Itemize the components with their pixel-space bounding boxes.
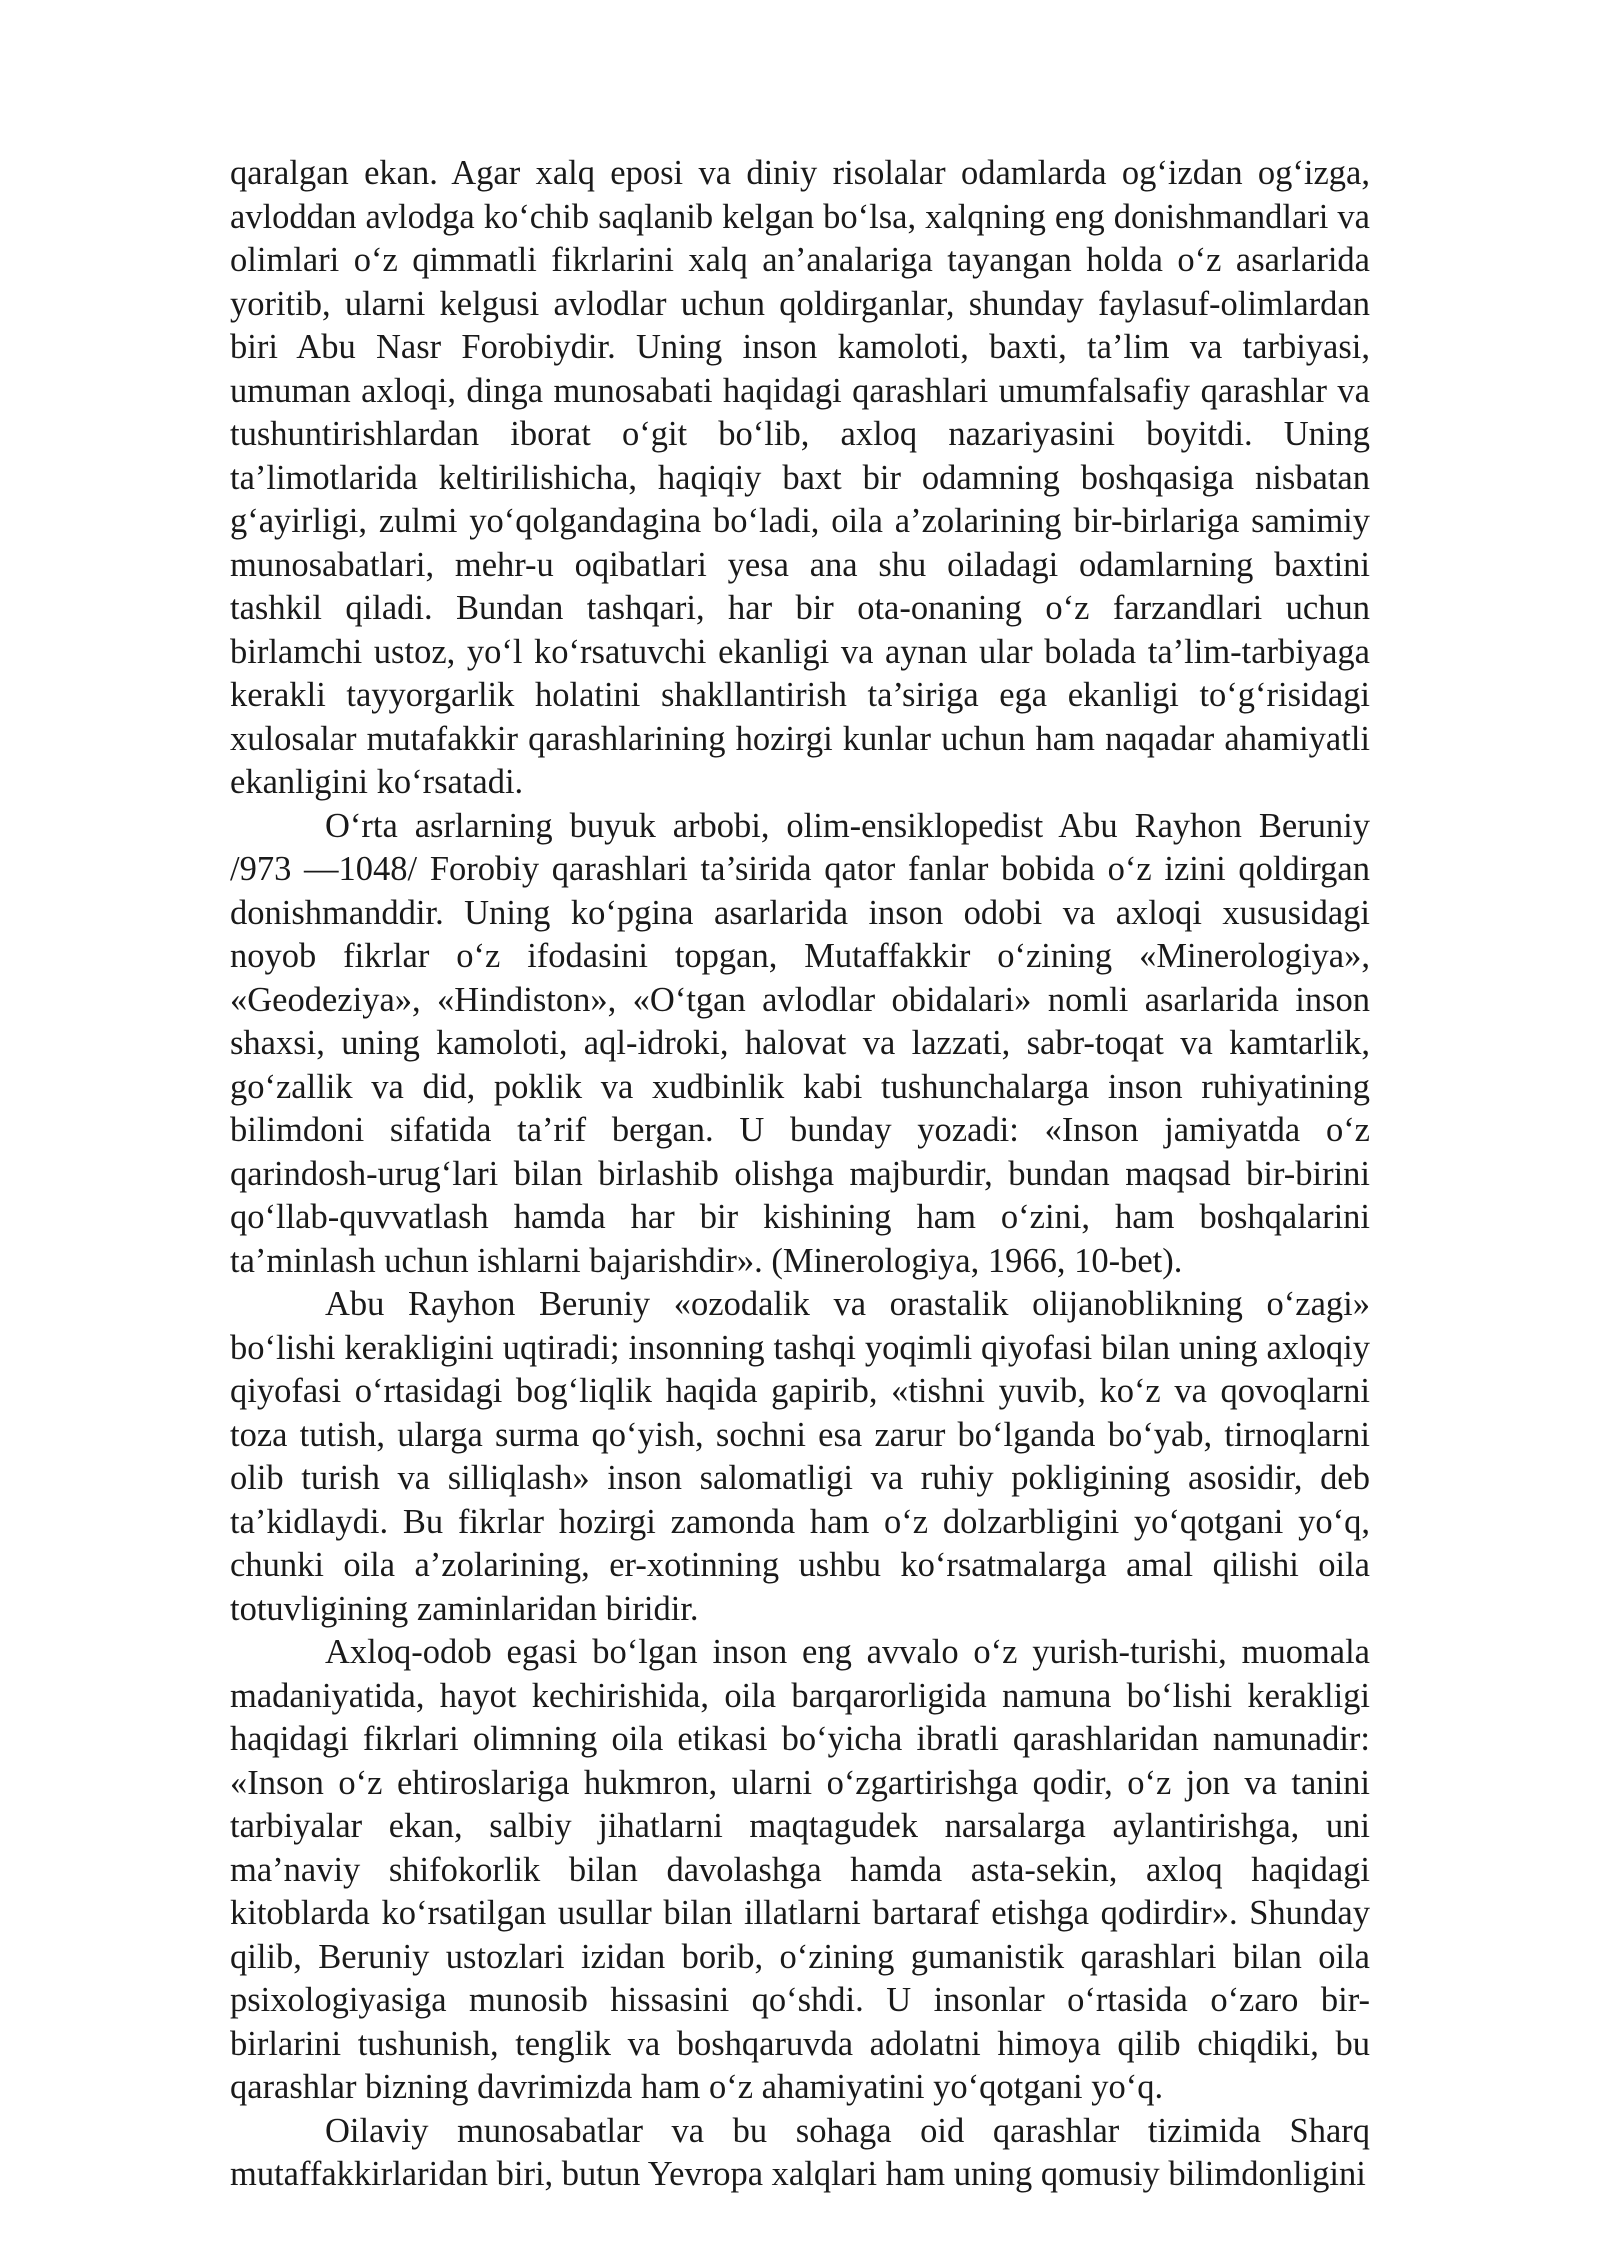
paragraph-beruniy-ethics: Axloq-odob egasi bo‘lgan inson eng avvalo o‘z yurish-turishi, muomala madaniyatida, hayot kechirishida, oila barqarorligida namuna bo‘lishi kerakligi haqidagi fikrlari olimning oila etikasi bo‘yicha ibratli qarashlaridan namunadir: «Inson o‘z ehtiroslariga hukmron, ularni o‘zgartirishga qodir, o‘z jon va tanini tarbiyalar ekan, salbiy jihatlarni maqtagudek narsalarga aylantirishga, uni ma’naviy shifokorlik bilan davolashga hamda asta-sekin, axloq haqidagi kitoblarda ko‘rsatilgan usullar bilan illatlarni bartaraf etishga qodirdir». Shunday qilib, Beruniy ustozlari izidan borib, o‘zining gumanistik qarashlari bilan oila psixologiyasiga munosib hissasini qo‘shdi. U insonlar o‘rtasida o‘zaro bir-birlarini tushunish, tenglik va boshqaruvda adolatni himoya qilib chiqdiki, bu qarashlar bizning davrimizda ham o‘z ahamiyatini yo‘qotgani yo‘q. [230,1633,1370,2106]
paragraph-beruniy-intro: O‘rta asrlarning buyuk arbobi, olim-ensiklopedist Abu Rayhon Beruniy /973 —1048/ Forobiy qarashlari ta’sirida qator fanlar bobida o‘z izini qoldirgan donishmanddir. Uning ko‘pgina asarlarida inson odobi va axloqi xususidagi noyob fikrlar o‘z ifodasini topgan, Mutaffakkir o‘zining «Minerologiya», «Geodeziya», «Hindiston», «O‘tgan avlodlar obidalari» nomli asarlarida inson shaxsi, uning kamoloti, aql-idroki, halovat va lazzati, sabr-toqat va kamtarlik, go‘zallik va did, poklik va xudbinlik kabi tushunchalarga inson ruhiyatining bilimdoni sifatida ta’rif bergan. U bunday yozadi: «Inson jamiyatda o‘z qarindosh-urug‘lari bilan birlashib olishga majburdir, bundan maqsad bir-birini qo‘llab-quvvatlash hamda har bir kishining ham o‘zini, ham boshqalarini ta’minlash uchun ishlarni bajarishdir». (Minerologiya, 1966, 10-bet). [230,806,1370,1280]
paragraph-family-relations: Oilaviy munosabatlar va bu sohaga oid qarashlar tizimida Sharq mutaffakkirlaridan biri, butun Yevropa xalqlari ham uning qomusiy bilimdonligini [230,2111,1370,2193]
paragraph-farobi: qaralgan ekan. Agar xalq eposi va diniy risolalar odamlarda og‘izdan og‘izga, avloddan avlodga ko‘chib saqlanib kelgan bo‘lsa, xalqning eng donishmandlari va olimlari o‘z qimmatli fikrlarini xalq an’analariga tayangan holda o‘z asarlarida yoritib, ularni kelgusi avlodlar uchun qoldirganlar, shunday faylasuf-olimlardan biri Abu Nasr Forobiydir. Uning inson kamoloti, baxti, ta’lim va tarbiyasi, umuman axloqi, dinga munosabati haqidagi qarashlari umumfalsafiy qarashlar va tushuntirishlardan iborat o‘git bo‘lib, axloq nazariyasini boyitdi. Uning ta’limotlarida keltirilishicha, haqiqiy baxt bir odamning boshqasiga nisbatan g‘ayirligi, zulmi yo‘qolgandagina bo‘ladi, oila a’zolarining bir-birlariga samimiy munosabatlari, mehr-u oqibatlari yesa ana shu oiladagi odamlarning baxtini tashkil qiladi. Bundan tashqari, har bir ota-onaning o‘z farzandlari uchun birlamchi ustoz, yo‘l ko‘rsatuvchi ekanligi va aynan ular bolada ta’lim-tarbiyaga kerakli tayyorgarlik holatini shakllantirish ta’siriga ega ekanligi to‘g‘risidagi xulosalar mutafakkir qarashlarining hozirgi kunlar uchun ham naqadar ahamiyatli ekanligini ko‘rsatadi. [230,154,1370,801]
paragraph-beruniy-hygiene: Abu Rayhon Beruniy «ozodalik va orastalik olijanoblikning o‘zagi» bo‘lishi kerakligini uqtiradi; insonning tashqi yoqimli qiyofasi bilan uning axloqiy qiyofasi o‘rtasidagi bog‘liqlik haqida gapirib, «tishni yuvib, ko‘z va qovoqlarni toza tutish, ularga surma qo‘yish, sochni esa zarur bo‘lganda bo‘yab, tirnoqlarni olib turish va silliqlash» inson salomatligi va ruhiy pokligining asosidir, deb ta’kidlaydi. Bu fikrlar hozirgi zamonda ham o‘z dolzarbligini yo‘qotgani yo‘q, chunki oila a’zolarining, er-xotinning ushbu ko‘rsatmalarga amal qilishi oila totuvligining zaminlaridan biridir. [230,1285,1370,1628]
document-page [230,152,1370,2197]
